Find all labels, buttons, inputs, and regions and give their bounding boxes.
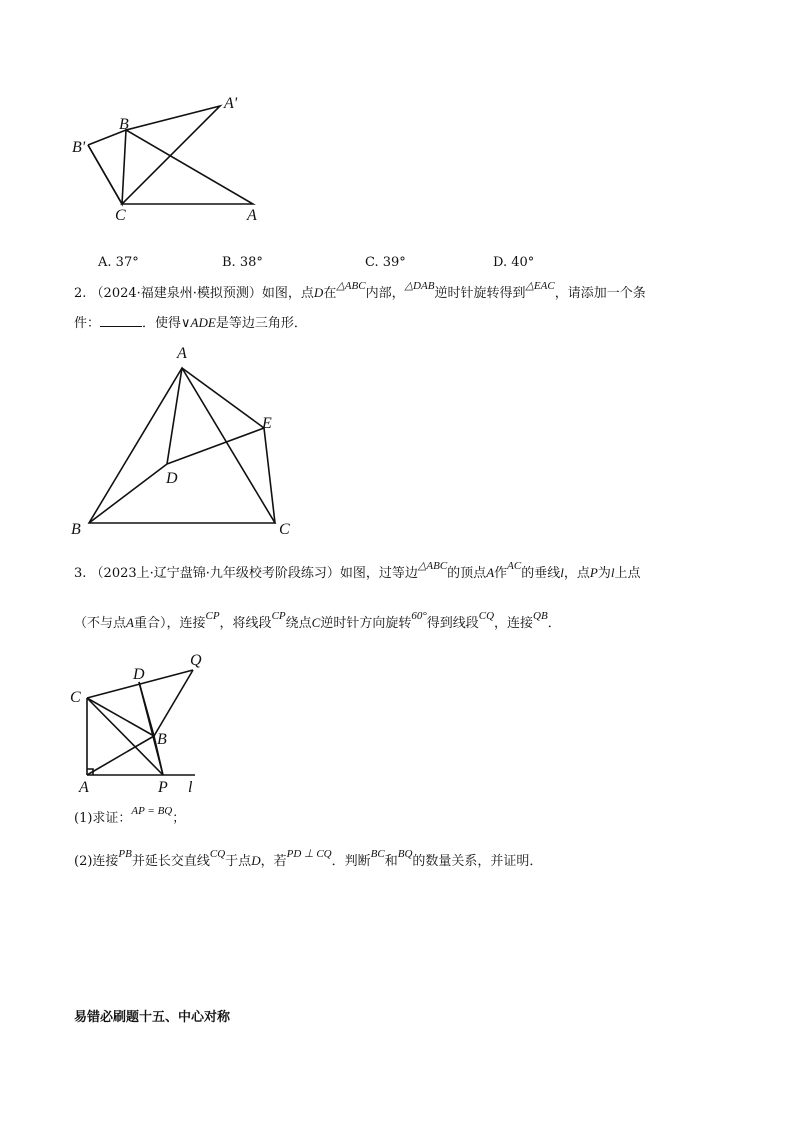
fig2-label-b: B [71,521,81,538]
fig2-label-c: C [279,521,290,538]
q3-line-2: （不与点A重合），连接$^{CP}$，将线段$^{CP}$绕点C逆时针方向旋转$^{60^\circ}$得到线段$^{CQ}$，连接$^{QB}$． [74,610,561,631]
q2-line-1: 2. （2024·福建泉州·模拟预测）如图，点D在$^{\triangle ABC}$内部，$^{\triangle DAB}$逆时针旋转得到$^{\triangle EAC}$，请添加一个条 [74,280,646,301]
q2-answer-blank[interactable] [100,314,142,327]
q1-option-c[interactable]: C. 39° [365,255,406,270]
fig2-label-d: D [166,470,178,487]
q3-part-1: (1)求证：$^{AP = BQ}$； [74,805,186,826]
fig3-label-a: A [79,779,89,795]
fig3-label-q: Q [190,652,202,669]
q1-option-a[interactable]: A. 37° [98,255,139,270]
fig2-label-a: A [177,345,187,362]
q2-line-2: 件： ．使得∨ADE是等边三角形． [74,315,307,331]
q3-part-2: (2)连接$^{PB}$并延长交直线$^{CQ}$于点D，若$^{PD \perp CQ}$．判断$^{BC}$和$^{BQ}$的数量关系，并证明． [74,848,543,869]
fig1-label-c: C [115,207,126,224]
fig3-label-l: l [188,779,193,795]
fig1-label-b: B [119,116,129,133]
fig1-label-a-prime: A' [224,95,238,112]
fig3-label-p: P [158,779,168,795]
section-title: 易错必刷题十五、中心对称 [74,1010,231,1025]
fig2-label-e: E [262,415,272,432]
fig1-label-b-prime: B' [72,139,86,156]
fig1-label-a: A [247,207,257,224]
q1-option-d[interactable]: D. 40° [493,255,535,270]
q1-option-b[interactable]: B. 38° [222,255,263,270]
figure-1 [60,90,290,230]
fig3-label-b: B [157,731,167,748]
fig3-label-c: C [70,689,81,706]
q3-line-1: 3. （2023上·辽宁盘锦·九年级校考阶段练习）如图，过等边$^{\triangle ABC}$的顶点A作$^{AC}$的垂线l，点P为l上点 [74,560,641,581]
figure-3 [65,645,215,795]
fig3-label-d: D [133,666,145,683]
figure-2 [65,340,315,545]
